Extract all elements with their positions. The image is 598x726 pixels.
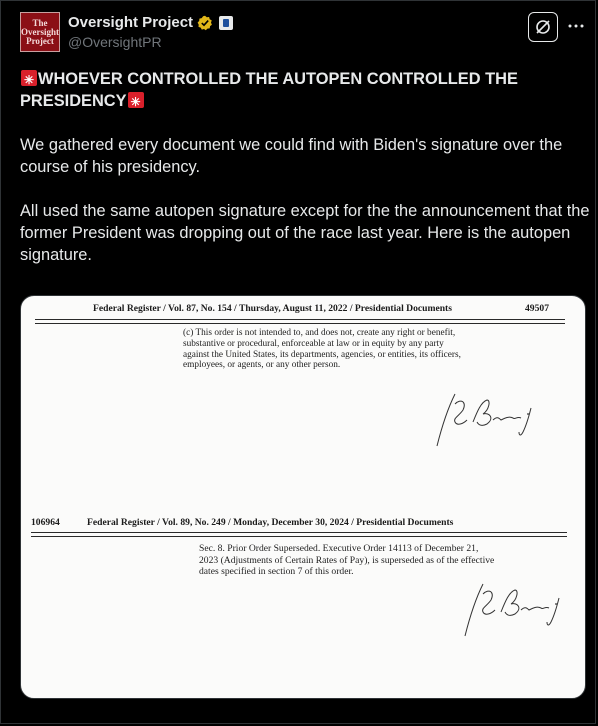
document-header-bottom: Federal Register / Vol. 89, No. 249 / Monday, December 30, 2024 / Presidential Documents [87,517,454,528]
avatar-text-line-3: Project [26,35,54,46]
attached-image[interactable] [20,295,586,699]
avatar[interactable] [20,12,60,52]
post-header [20,12,580,54]
headline-line-2: PRESIDENCY [20,92,127,110]
siren-emoji-icon [21,70,37,86]
headline [20,68,592,112]
page-number-top: 49507 [525,303,549,314]
display-name[interactable] [68,14,233,31]
document-text-bottom [199,543,569,578]
document-text-top-line: against the United States, its departments, agencies, or entities, its officers, [183,349,461,360]
verified-badge-icon[interactable] [197,15,213,31]
avatar-text-line-1: The [32,17,48,28]
document-text-top [183,328,563,371]
document-text-top-line: (c) This order is not intended to, and does not, create any right or benefit, [183,328,456,338]
paragraph-2: All used the same autopen signature except for the the announcement that the former President was dropping out of the race last year. Here is the autopen signature. [20,202,590,264]
display-name-text: Oversight Project [68,14,194,31]
header-rule-top [35,319,565,320]
document-text-bottom-line: 2023 (Adjustments of Certain Rates of Pay), is superseded as of the effective [199,554,495,566]
document-text-bottom-line: dates specified in section 7 of this order. [199,566,354,577]
post-text [20,68,592,266]
document-text-top-line: employees, or agents, or any other person. [183,360,341,371]
autopen-signature-bottom [453,578,573,640]
paragraph-1: We gathered every document we could find with Biden's signature over the course of his presidency. [20,136,563,176]
siren-emoji-icon [128,92,144,108]
document-text-bottom-line: Sec. 8. Prior Order Superseded. Executive Order 14113 of December 21, [199,543,479,554]
affiliate-badge-icon[interactable] [219,16,233,30]
user-handle[interactable]: @OversightPR [68,34,162,50]
page-number-bottom: 106964 [31,517,60,528]
header-rule-top-thin [35,323,565,324]
autopen-signature-top [425,388,545,450]
more-options-icon[interactable] [568,16,584,36]
document-text-top-line: substantive or procedural, enforceable at law or in equity by any party [183,338,444,349]
avatar-text-line-2: Oversight [21,26,59,37]
header-rule-bottom [31,532,567,533]
grok-icon[interactable] [528,12,558,42]
document-header-top: Federal Register / Vol. 87, No. 154 / Thursday, August 11, 2022 / Presidential Documents [93,303,452,314]
header-rule-bottom-thin [31,536,567,537]
headline-line-1: WHOEVER CONTROLLED THE AUTOPEN CONTROLLED THE [38,70,518,88]
